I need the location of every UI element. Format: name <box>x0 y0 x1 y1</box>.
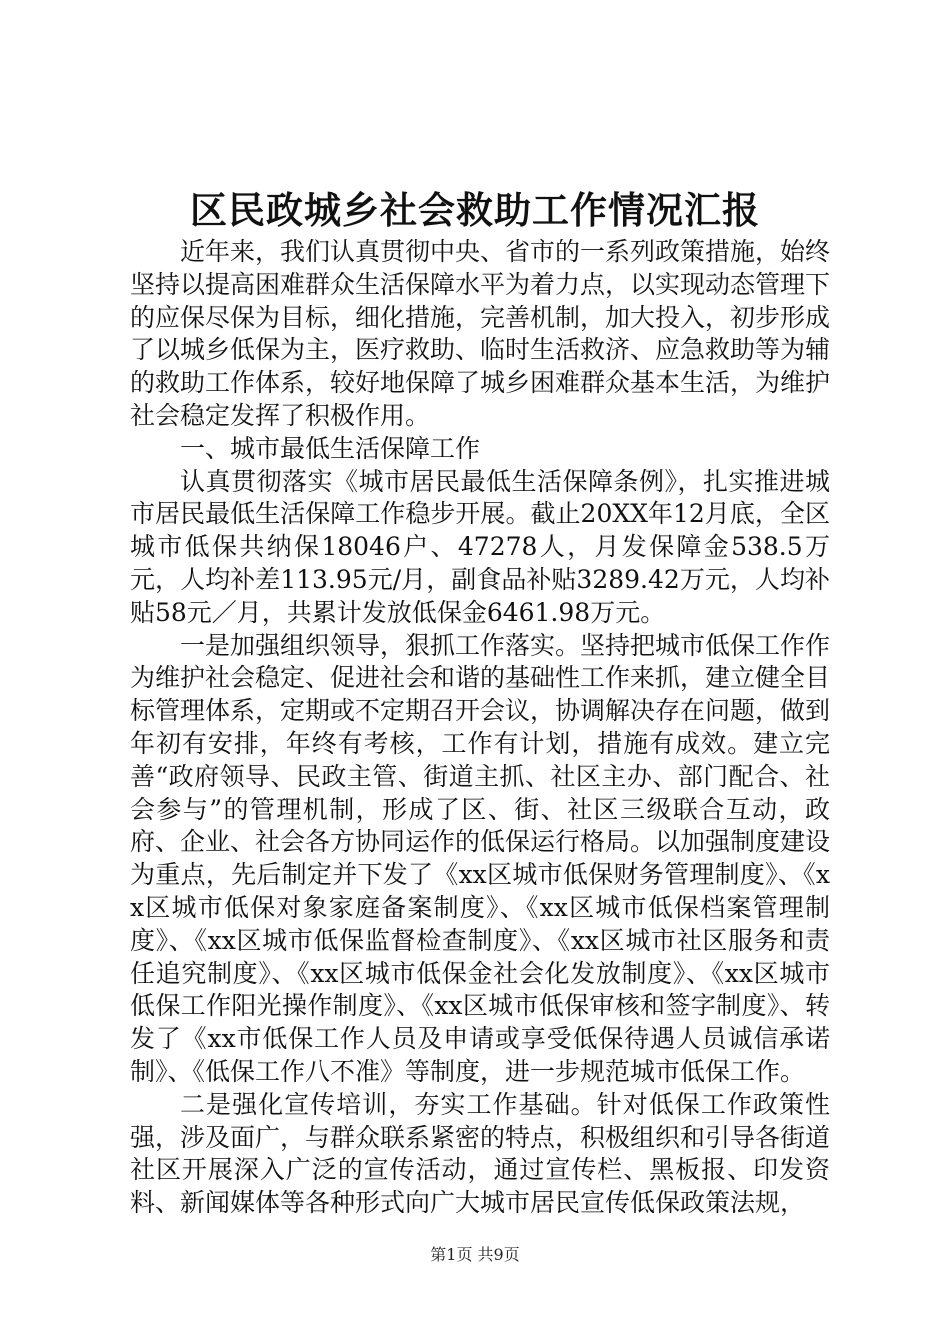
document-title: 区民政城乡社会救助工作情况汇报 <box>190 188 760 232</box>
section-heading-urban-min-living: 一、城市最低生活保障工作 <box>180 433 481 463</box>
page-footer: 第1页 共9页 <box>430 1245 520 1264</box>
paragraph-urban-statistics: 认真贯彻落实《城市居民最低生活保障条例》，扎实推进城市居民最低生活保障工作稳步开展。截止20XX年12月底，全区城市低保共纳保18046户、47278人，月发保障金538.5万元，人均补差113.95元/月，副食品补贴3289.42万元，人均补贴58元／月，共累计发放低保金6461.98万元。 <box>130 466 830 627</box>
paragraph-organization-leadership: 一是加强组织领导，狠抓工作落实。坚持把城市低保工作作为维护社会稳定、促进社会和谐的基础性工作来抓，建立健全目标管理体系，定期或不定期召开会议，协调解决存在问题，做到年初有安排，年终有考核，工作有计划，措施有成效。建立完善“政府领导、民政主管、街道主抓、社区主办、部门配合、社会参与”的管理机制，形成了区、街、社区三级联合互动，政府、企业、社会各方协同运作的低保运行格局。以加强制度建设为重点，先后制定并下发了《xx区城市低保财务管理制度》、《xx区城市低保对象家庭备案制度》、《xx区城市低保档案管理制度》、《xx区城市低保监督检查制度》、《xx区城市社区服务和责任追究制度》、《xx区城市低保金社会化发放制度》、《xx区城市低保工作阳光操作制度》、《xx区城市低保审核和签字制度》、转发了《xx市低保工作人员及申请或享受低保待遇人员诚信承诺制》、《低保工作八不准》等制度，进一步规范城市低保工作。 <box>130 630 831 1086</box>
paragraph-intro: 近年来，我们认真贯彻中央、省市的一系列政策措施，始终坚持以提高困难群众生活保障水平为着力点，以实现动态管理下的应保尽保为目标，细化措施，完善机制，加大投入，初步形成了以城乡低保为主，医疗救助、临时生活救济、应急救助等为辅的救助工作体系，较好地保障了城乡困难群众基本生活，为维护社会稳定发挥了积极作用。 <box>130 237 831 430</box>
paragraph-publicity-training: 二是强化宣传培训，夯实工作基础。针对低保工作政策性强，涉及面广，与群众联系紧密的特点，积极组织和引导各街道社区开展深入广泛的宣传活动，通过宣传栏、黑板报、印发资料、新闻媒体等各种形式向广大城市居民宣传低保政策法规， <box>130 1089 831 1218</box>
document-body <box>130 236 830 1220</box>
